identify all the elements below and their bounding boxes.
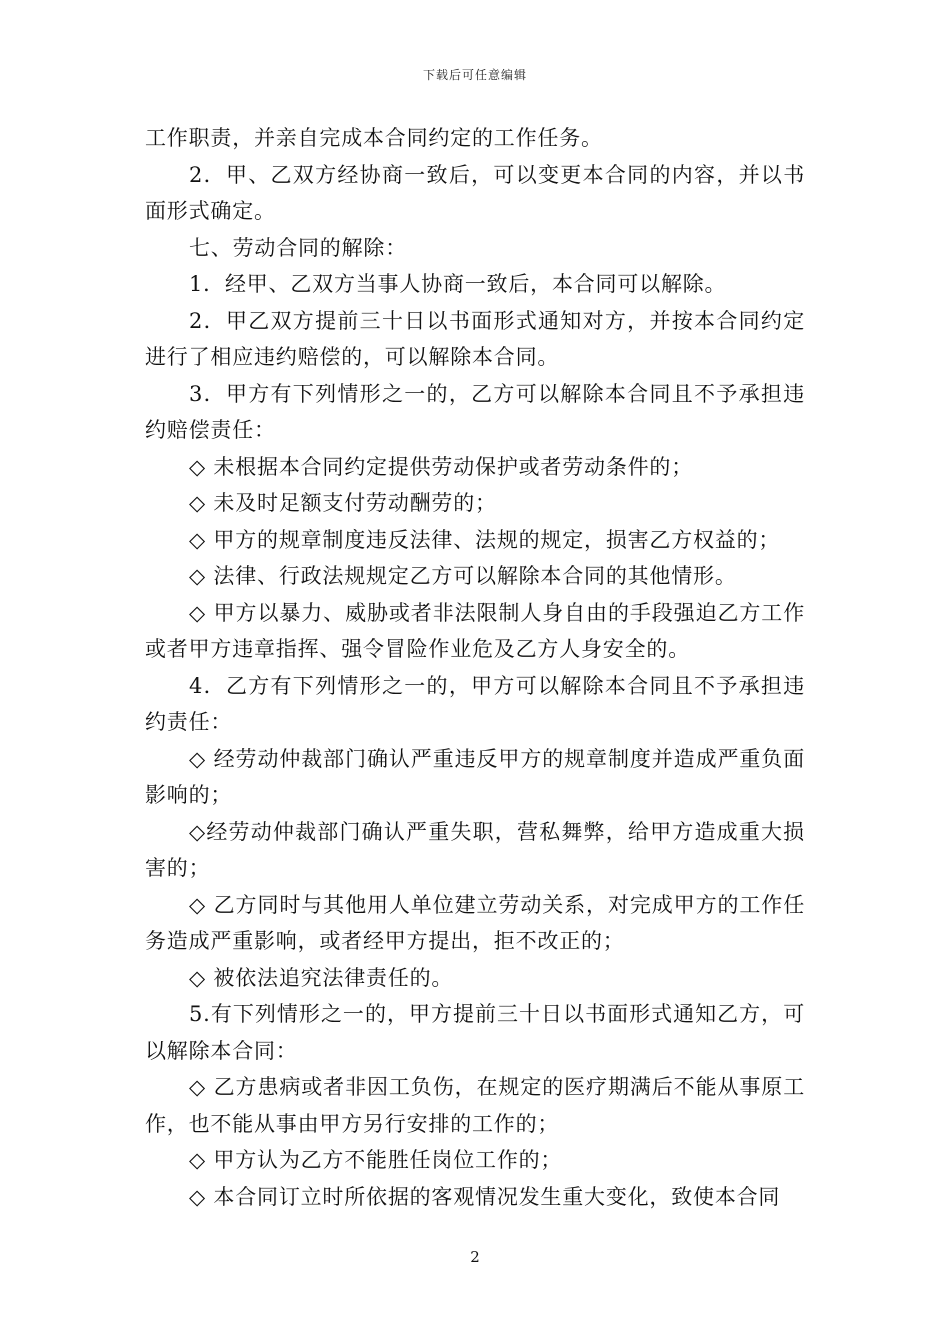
paragraph: 1．经甲、乙双方当事人协商一致后，本合同可以解除。 <box>189 272 727 296</box>
paragraph: 2．甲乙双方提前三十日以书面形式通知对方，并按本合同约定进行了相应违约赔偿的，可以解除本合同。 <box>145 308 805 369</box>
header-note: 下载后可任意编辑 <box>422 68 527 82</box>
list-item: ◇ 乙方同时与其他用人单位建立劳动关系，对完成甲方的工作任务造成严重影响，或者经甲方提出，拒不改正的； <box>145 892 805 953</box>
list-item: ◇经劳动仲裁部门确认严重失职，营私舞弊，给甲方造成重大损害的； <box>145 819 805 880</box>
list-item: ◇ 本合同订立时所依据的客观情况发生重大变化，致使本合同 <box>189 1184 781 1209</box>
page-number: 2 <box>470 1248 480 1266</box>
paragraph: 工作职责，并亲自完成本合同约定的工作任务。 <box>145 126 603 150</box>
paragraph: 2．甲、乙双方经协商一致后，可以变更本合同的内容，并以书面形式确定。 <box>145 162 805 223</box>
list-item: ◇ 甲方以暴力、威胁或者非法限制人身自由的手段强迫乙方工作或者甲方违章指挥、强令冒险作业危及乙方人身安全的。 <box>145 600 805 661</box>
list-item: ◇ 甲方认为乙方不能胜任岗位工作的； <box>189 1148 563 1172</box>
list-item: ◇ 被依法追究法律责任的。 <box>189 965 454 990</box>
list-item: ◇ 经劳动仲裁部门确认严重违反甲方的规章制度并造成严重负面影响的； <box>145 746 805 807</box>
list-item: ◇ 甲方的规章制度违反法律、法规的规定，损害乙方权益的； <box>189 527 781 552</box>
paragraph: 5.有下列情形之一的，甲方提前三十日以书面形式通知乙方，可以解除本合同： <box>145 1002 805 1063</box>
list-item: ◇ 未及时足额支付劳动酬劳的； <box>189 491 497 515</box>
contract-body <box>145 120 805 1215</box>
list-item: ◇ 法律、行政法规规定乙方可以解除本合同的其他情形。 <box>189 564 737 588</box>
section-heading: 七、劳动合同的解除： <box>189 235 407 260</box>
list-item: ◇ 未根据本合同约定提供劳动保护或者劳动条件的； <box>189 454 694 479</box>
paragraph: 4．乙方有下列情形之一的，甲方可以解除本合同且不予承担违约责任： <box>145 673 805 734</box>
paragraph: 3．甲方有下列情形之一的，乙方可以解除本合同且不予承担违约赔偿责任： <box>145 381 805 442</box>
list-item: ◇ 乙方患病或者非因工负伤，在规定的医疗期满后不能从事原工作，也不能从事由甲方另行安排的工作的； <box>145 1075 805 1136</box>
